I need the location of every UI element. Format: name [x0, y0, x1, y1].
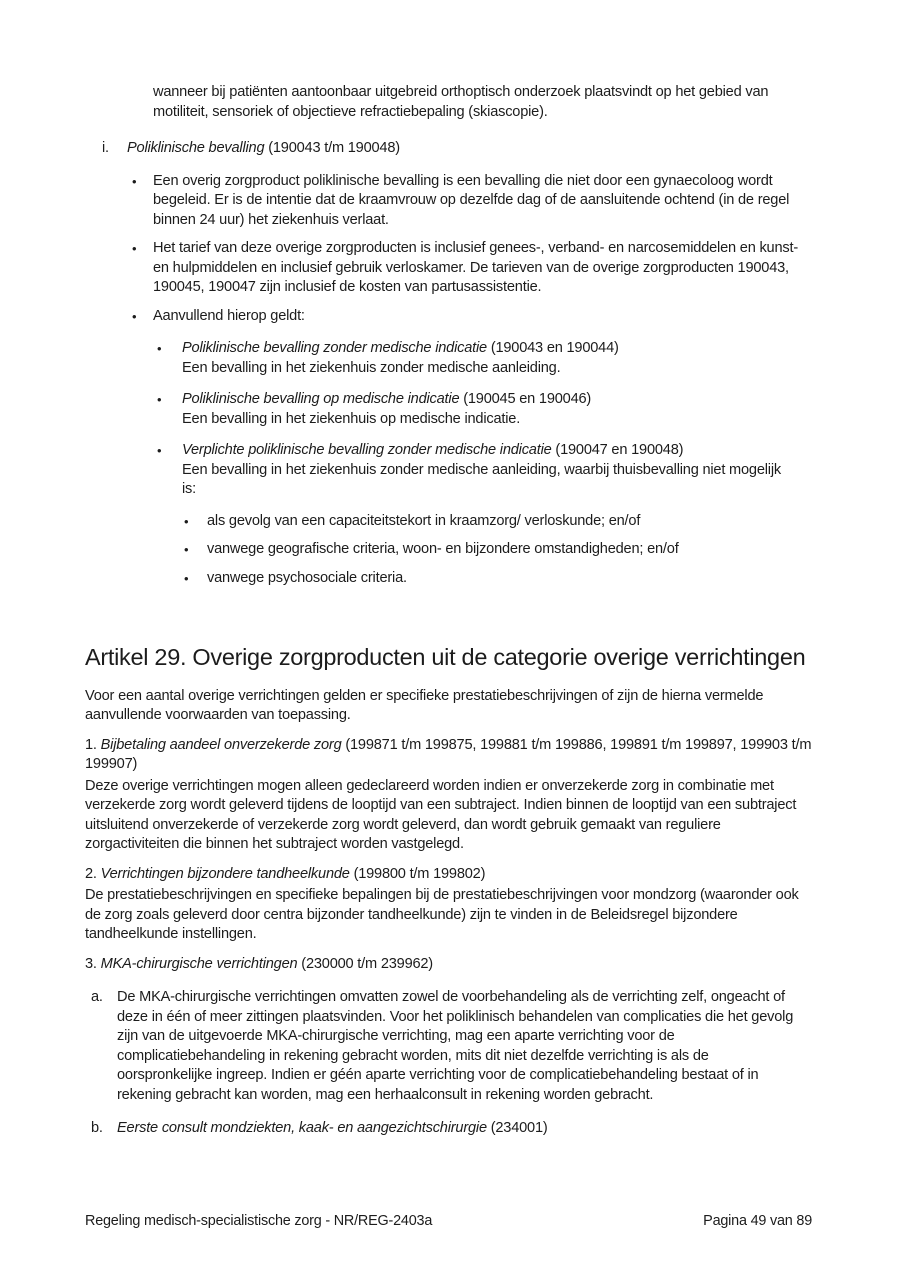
sub-bullet-title-line — [182, 441, 787, 461]
sub-bullet-desc: Een bevalling in het ziekenhuis zonder medische aanleiding, waarbij thuisbevalling niet mogelijk is: — [182, 461, 781, 497]
item-number: 3. — [85, 955, 97, 972]
sub-bullet-group — [153, 339, 801, 588]
sub-bullet-content — [182, 339, 801, 378]
item-number: 1. — [85, 736, 97, 753]
bullet-icon — [127, 172, 153, 192]
bullet-icon — [127, 307, 153, 327]
lettered-item-b-text — [117, 1119, 815, 1139]
sub-bullet-content — [182, 390, 801, 429]
bullet-icon — [182, 540, 207, 560]
lettered-item-b-title: Eerste consult mondziekten, kaak- en aangezichtschirurgie — [117, 1120, 487, 1136]
item-i-title: Poliklinische bevalling — [127, 140, 265, 156]
item-i-code: (190043 t/m 190048) — [268, 140, 400, 156]
bullet-icon — [182, 512, 207, 532]
sub-bullet-code: (190045 en 190046) — [463, 391, 592, 407]
sub-sub-bullet-text: vanwege geografische criteria, woon- en bijzondere omstandigheden; en/of — [207, 541, 679, 557]
list-marker-i: i. — [102, 140, 109, 156]
article-intro: Voor een aantal overige verrichtingen gelden er specifieke prestatiebeschrijvingen of zijn de hierna vermelde aanvullende voorwaarden van toepassing. — [85, 687, 764, 723]
bullet-icon — [153, 339, 182, 359]
sub-sub-bullet-item — [182, 569, 787, 589]
sub-sub-bullet-item — [182, 512, 787, 532]
sub-bullet-item — [153, 339, 801, 378]
item-title: Verrichtingen bijzondere tandheelkunde — [100, 865, 350, 882]
item-title: Bijbetaling aandeel onverzekerde zorg — [100, 736, 342, 753]
numbered-item-1-title — [85, 736, 815, 775]
item-i-title-line — [127, 139, 815, 159]
numbered-item-2-title — [85, 865, 815, 885]
sub-bullet-item — [153, 441, 801, 588]
numbered-item-2-body: De prestatiebeschrijvingen en specifieke bepalingen bij de prestatiebeschrijvingen voor mondzorg (waaronder ook de zorg zoals geleverd door centra bijzonder tandheelkunde) zijn te vinden in de Beleidsregel bijzondere tandheelkunde instellingen. — [85, 887, 799, 942]
sub-bullet-desc: Een bevalling in het ziekenhuis zonder medische aanleiding. — [182, 359, 561, 376]
sub-bullet-title-line — [182, 390, 787, 410]
bullet-item — [127, 172, 815, 231]
sub-sub-bullet-item — [182, 540, 787, 560]
lettered-item-b — [85, 1119, 815, 1139]
sub-sub-bullet-text: als gevolg van een capaciteitstekort in kraamzorg/ verloskunde; en/of — [207, 512, 641, 529]
bullet-icon — [127, 239, 153, 259]
bullet-icon — [182, 569, 207, 589]
sub-bullet-title: Poliklinische bevalling op medische indicatie — [182, 391, 460, 407]
lettered-item-b-code: (234001) — [490, 1120, 548, 1136]
footer-document-title: Regeling medisch-specialistische zorg - NR/REG-2403a — [85, 1213, 433, 1229]
article-heading: Artikel 29. Overige zorgproducten uit de categorie overige verrichtingen — [85, 644, 806, 670]
sub-bullet-code: (190043 en 190044) — [490, 340, 619, 356]
numbered-item-3-title — [85, 955, 815, 975]
item-code: (230000 t/m 239962) — [301, 955, 433, 972]
sub-bullet-content — [182, 441, 801, 588]
list-item-i — [85, 139, 815, 597]
list-item-i-content — [127, 139, 815, 597]
sub-bullet-title: Verplichte poliklinische bevalling zonder medische indicatie — [182, 442, 552, 458]
footer-page-number: Pagina 49 van 89 — [703, 1213, 812, 1229]
sub-bullet-title: Poliklinische bevalling zonder medische indicatie — [182, 340, 487, 356]
numbered-item-1-body: Deze overige verrichtingen mogen alleen gedeclareerd worden indien er onverzekerde zorg in combinatie met verzekerde zorg wordt geleverd tijdens de looptijd van een subtraject. Indien binnen de looptijd van een subtraject uitsluitend onverzekerde of verzekerde zorg wordt geleverd, dan wordt gebruik gemaakt van reguliere zorgactiviteiten die binnen het subtraject worden vastgelegd. — [85, 777, 797, 852]
page-footer — [85, 1213, 812, 1230]
list-marker-a: a. — [91, 989, 103, 1005]
lettered-item-a — [85, 988, 815, 1105]
lettered-item-a-text: De MKA-chirurgische verrichtingen omvatten zowel de voorbehandeling als de verrichting zelf, ongeacht of deze in één of meer zittingen plaatsvinden. Voor het poliklinisch behandelen van complicaties die het gevolg zijn van de uitgevoerde MKA-chirurgische verrichting, mag een aparte verrichting voor de complicatiebehandeling in rekening gebracht worden, mits dit niet dezelfde verrichting is als de oorspronkelijke ingreep. Indien er géén aparte verrichting voor de complicatiebehandeling bestaat of in rekening gebracht kan worden, mag een herhaalconsult in rekening worden gebracht. — [117, 989, 794, 1103]
item-title: MKA-chirurgische verrichtingen — [100, 955, 298, 972]
bullet-content — [153, 307, 815, 589]
sub-bullet-title-line — [182, 339, 787, 359]
sub-bullet-item — [153, 390, 801, 429]
sub-bullet-code: (190047 en 190048) — [555, 442, 684, 458]
sub-sub-bullet-text: vanwege psychosociale criteria. — [207, 569, 407, 586]
bullet-icon — [153, 390, 182, 410]
bullet-text: Aanvullend hierop geldt: — [153, 307, 305, 324]
bullet-text: Een overig zorgproduct poliklinische bevalling is een bevalling die niet door een gynaecoloog wordt begeleid. Er is de intentie dat de kraamvrouw op dezelfde dag of de aansluitende ochtend (in de regel binnen 24 uur) het ziekenhuis verlaat. — [153, 172, 790, 228]
bullet-item — [127, 239, 815, 298]
sub-bullet-desc: Een bevalling in het ziekenhuis op medische indicatie. — [182, 410, 521, 427]
continuation-paragraph: wanneer bij patiënten aantoonbaar uitgebreid orthoptisch onderzoek plaatsvindt op het gebied van motiliteit, sensoriek of objectieve refractiebepaling (skiascopie). — [153, 84, 769, 120]
bullet-item — [127, 307, 815, 589]
item-code: (199800 t/m 199802) — [353, 865, 486, 882]
sub-sub-bullet-group — [182, 512, 787, 589]
item-code: (199871 t/m 199875, 199881 t/m 199886, 199891 t/m 199897, 199903 t/m 199907) — [85, 736, 812, 772]
bullet-text: Het tarief van deze overige zorgproducten is inclusief genees-, verband- en narcosemiddelen en kunst- en hulpmiddelen en inclusief gebruik verloskamer. De tarieven van de overige zorgproducten 190043, 190045, 190047 zijn inclusief de kosten van partusassistentie. — [153, 240, 799, 295]
list-marker-b: b. — [91, 1120, 103, 1136]
bullet-icon — [153, 441, 182, 461]
item-number: 2. — [85, 865, 97, 882]
